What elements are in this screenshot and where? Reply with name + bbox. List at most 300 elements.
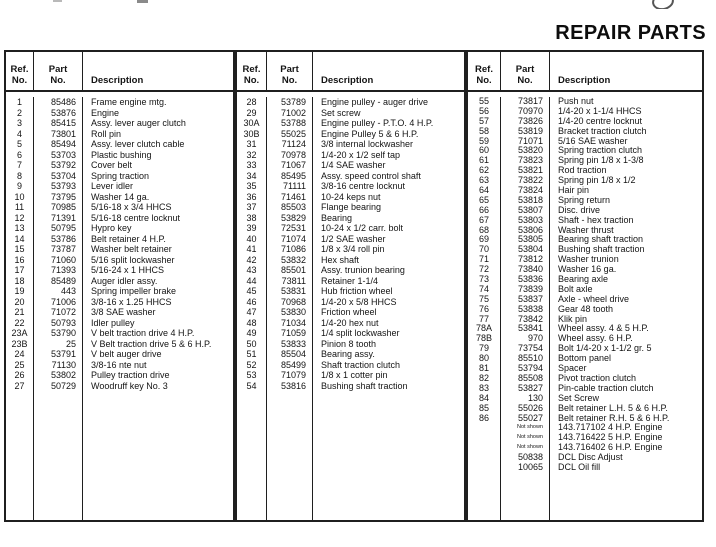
ref-no-cell: 20 bbox=[6, 297, 34, 308]
part-no-cell: 73811 bbox=[267, 276, 313, 287]
table-row bbox=[468, 196, 702, 206]
ref-no-cell: 36 bbox=[237, 192, 267, 203]
description-cell: Set screw bbox=[321, 107, 361, 118]
ref-header-line2: No. bbox=[243, 75, 260, 86]
ref-no-cell: 81 bbox=[468, 364, 501, 374]
ref-header-line1: Ref. bbox=[242, 64, 261, 75]
description-cell: V Belt traction drive 5 & 6 H.P. bbox=[91, 338, 212, 349]
ref-no-cell: 21 bbox=[6, 307, 34, 318]
description-cell: 5/16-18 x 3/4 HHCS bbox=[91, 202, 172, 212]
table-row bbox=[468, 463, 702, 473]
ref-no-cell: 58 bbox=[468, 127, 501, 137]
ref-no-cell: 65 bbox=[468, 196, 501, 206]
description-cell: Engine pulley - P.T.O. 4 H.P. bbox=[321, 118, 434, 128]
part-no-cell: 73795 bbox=[34, 192, 83, 203]
ref-no-cell: 18 bbox=[6, 276, 34, 287]
part-header-line2: No. bbox=[517, 75, 533, 86]
ref-no-cell: 7 bbox=[6, 160, 34, 171]
table-row bbox=[237, 339, 464, 350]
table-row bbox=[237, 381, 464, 392]
description-cell: 3/8-16 nte nut bbox=[91, 359, 147, 370]
description-cell: Engine bbox=[91, 107, 120, 118]
part-no-cell: 53820 bbox=[501, 146, 550, 156]
table-row bbox=[237, 276, 464, 287]
description-cell: Klik pin bbox=[558, 314, 588, 324]
part-no-cell: 53802 bbox=[34, 370, 83, 381]
description-cell: Spring pin 1/8 x 1/2 bbox=[558, 176, 636, 186]
ref-no-cell: 62 bbox=[468, 166, 501, 176]
part-no-cell: 85504 bbox=[267, 349, 313, 360]
ref-no-cell: 32 bbox=[237, 150, 267, 161]
table-row bbox=[6, 318, 233, 329]
part-no-cell: Not shown bbox=[501, 443, 550, 453]
table-row bbox=[237, 118, 464, 129]
ref-no-cell: 16 bbox=[6, 255, 34, 266]
part-no-cell: 55026 bbox=[501, 404, 550, 414]
table-row bbox=[6, 381, 233, 392]
ref-no-cell: 1 bbox=[6, 97, 34, 108]
part-no-header bbox=[34, 52, 83, 90]
table-row bbox=[6, 265, 233, 276]
scan-artifact bbox=[137, 0, 148, 3]
table-row bbox=[237, 202, 464, 213]
ref-no-cell: 25 bbox=[6, 360, 34, 371]
description-cell: Washer thrust bbox=[558, 225, 614, 235]
part-no-cell: 71072 bbox=[34, 307, 83, 318]
table-row bbox=[6, 192, 233, 203]
description-cell: Belt retainer 4 H.P. bbox=[91, 233, 166, 244]
empty-cell bbox=[267, 391, 313, 520]
table-row bbox=[237, 160, 464, 171]
ref-no-cell: 54 bbox=[237, 381, 267, 392]
description-cell: Shaft - hex traction bbox=[558, 215, 634, 225]
description-cell: Wheel assy. 6 H.P. bbox=[558, 334, 633, 344]
table-row bbox=[237, 139, 464, 150]
table-row bbox=[6, 129, 233, 140]
description-cell: Assy. lever auger clutch bbox=[91, 118, 186, 128]
ref-no-cell: 10 bbox=[6, 192, 34, 203]
description-cell: 5/16-18 centre locknut bbox=[91, 212, 181, 223]
part-no-cell: 53786 bbox=[34, 234, 83, 245]
description-cell: 3/8 internal lockwasher bbox=[321, 139, 414, 149]
table-row bbox=[6, 349, 233, 360]
part-no-cell: 53806 bbox=[501, 226, 550, 236]
ref-no-cell: 72 bbox=[468, 265, 501, 275]
ref-no-cell: 64 bbox=[468, 186, 501, 196]
ref-no-header bbox=[6, 52, 34, 90]
ref-no-cell: 30A bbox=[237, 118, 267, 129]
part-no-cell: 73839 bbox=[501, 285, 550, 295]
ref-no-cell: 78B bbox=[468, 334, 501, 344]
ref-no-cell: 55 bbox=[468, 97, 501, 107]
part-no-cell: 85503 bbox=[267, 202, 313, 213]
part-no-cell: 73754 bbox=[501, 344, 550, 354]
description-cell: 143.716422 5 H.P. Engine bbox=[558, 433, 663, 443]
table-row bbox=[237, 192, 464, 203]
table-row bbox=[6, 97, 233, 108]
description-header-label: Description bbox=[321, 75, 374, 86]
table-row bbox=[6, 244, 233, 255]
description-cell: Washer belt retainer bbox=[91, 244, 172, 254]
description-cell: Auger idler assy. bbox=[91, 275, 158, 286]
ref-no-cell: 24 bbox=[6, 349, 34, 360]
table-row bbox=[468, 226, 702, 236]
part-no-cell: 50795 bbox=[34, 223, 83, 234]
description-cell: Washer 14 ga. bbox=[91, 191, 150, 202]
ref-no-cell: 76 bbox=[468, 305, 501, 315]
table-row bbox=[468, 97, 702, 107]
table-row bbox=[6, 286, 233, 297]
ref-no-cell: 63 bbox=[468, 176, 501, 186]
description-cell: Pivot traction clutch bbox=[558, 373, 637, 383]
part-no-cell: 85415 bbox=[34, 118, 83, 129]
ref-no-cell: 69 bbox=[468, 235, 501, 245]
ref-no-header bbox=[237, 52, 267, 90]
parts-table-3 bbox=[466, 50, 704, 522]
part-no-cell: 53819 bbox=[501, 127, 550, 137]
table-row bbox=[468, 156, 702, 166]
ref-no-cell: 26 bbox=[6, 370, 34, 381]
table-row bbox=[6, 118, 233, 129]
ref-no-cell: 34 bbox=[237, 171, 267, 182]
table-row bbox=[468, 324, 702, 334]
part-no-cell: 53804 bbox=[501, 245, 550, 255]
table-row bbox=[468, 423, 702, 433]
ref-no-cell bbox=[468, 443, 501, 453]
table-row bbox=[468, 176, 702, 186]
ref-no-cell: 78A bbox=[468, 324, 501, 334]
empty-table-space bbox=[237, 391, 464, 520]
ref-no-cell: 14 bbox=[6, 234, 34, 245]
table-row bbox=[468, 443, 702, 453]
description-cell: Spacer bbox=[558, 364, 587, 374]
table-row bbox=[468, 305, 702, 315]
table-row bbox=[237, 297, 464, 308]
table-row bbox=[6, 202, 233, 213]
pen-scribble-icon bbox=[652, 0, 676, 9]
ref-no-cell: 67 bbox=[468, 216, 501, 226]
table-row bbox=[468, 334, 702, 344]
part-no-cell: 53790 bbox=[34, 328, 83, 339]
part-no-cell: 53838 bbox=[501, 305, 550, 315]
table-row bbox=[468, 255, 702, 265]
empty-cell bbox=[237, 391, 267, 520]
table-row bbox=[237, 234, 464, 245]
description-cell: Lever idler bbox=[91, 181, 134, 191]
ref-no-cell: 53 bbox=[237, 370, 267, 381]
description-cell: Washer trunion bbox=[558, 255, 619, 265]
description-cell: Bushing shaft traction bbox=[321, 380, 408, 391]
ref-no-cell: 47 bbox=[237, 307, 267, 318]
part-no-cell: 73840 bbox=[501, 265, 550, 275]
description-header bbox=[550, 52, 702, 90]
table-row bbox=[6, 339, 233, 350]
description-cell: Retainer 1-1/4 bbox=[321, 275, 379, 286]
part-no-cell: 73787 bbox=[34, 244, 83, 255]
description-cell: 3/8-16 x 1.25 HHCS bbox=[91, 296, 172, 307]
description-cell: Push nut bbox=[558, 97, 594, 106]
part-no-cell: 85510 bbox=[501, 354, 550, 364]
description-cell: Shaft traction clutch bbox=[321, 359, 401, 370]
description-cell: Rod traction bbox=[558, 166, 607, 176]
part-no-cell: 53788 bbox=[267, 118, 313, 129]
table-row bbox=[237, 328, 464, 339]
description-header bbox=[313, 52, 464, 90]
part-no-cell: 53836 bbox=[501, 275, 550, 285]
description-cell: 5/16-24 x 1 HHCS bbox=[91, 265, 165, 275]
table-row bbox=[468, 433, 702, 443]
part-no-cell: 55025 bbox=[267, 129, 313, 140]
description-cell: Belt retainer L.H. 5 & 6 H.P. bbox=[558, 403, 668, 413]
ref-no-cell: 86 bbox=[468, 414, 501, 424]
description-cell: Assy. speed control shaft bbox=[321, 170, 421, 181]
description-cell: Hypro key bbox=[91, 223, 132, 233]
description-cell: Woodruff key No. 3 bbox=[91, 380, 168, 391]
table-row bbox=[237, 213, 464, 224]
description-cell: Axle - wheel drive bbox=[558, 294, 630, 304]
table-row bbox=[237, 318, 464, 329]
page-title: REPAIR PARTS bbox=[555, 22, 706, 45]
description-cell: 5/16 split lockwasher bbox=[91, 254, 175, 265]
part-no-cell: 72531 bbox=[267, 223, 313, 234]
table-row bbox=[468, 315, 702, 325]
part-no-cell: 73826 bbox=[501, 117, 550, 127]
empty-cell bbox=[83, 391, 233, 520]
table-row bbox=[237, 108, 464, 119]
ref-no-cell: 19 bbox=[6, 286, 34, 297]
description-cell: Hex shaft bbox=[321, 254, 360, 265]
part-no-cell: 85508 bbox=[501, 374, 550, 384]
part-no-cell: 71461 bbox=[267, 192, 313, 203]
part-no-cell: 50793 bbox=[34, 318, 83, 329]
table-row bbox=[468, 107, 702, 117]
description-cell: 1/4-20 x 1-1/4 HHCS bbox=[558, 106, 642, 116]
description-cell: 1/4 SAE washer bbox=[321, 160, 386, 170]
part-no-cell: 71002 bbox=[267, 108, 313, 119]
ref-no-cell: 60 bbox=[468, 146, 501, 156]
empty-table-space bbox=[6, 391, 233, 520]
part-no-cell: 71391 bbox=[34, 213, 83, 224]
table-row bbox=[237, 171, 464, 182]
description-cell: Spring traction bbox=[91, 170, 150, 181]
part-no-cell: 53789 bbox=[267, 97, 313, 108]
table-row bbox=[237, 181, 464, 192]
part-no-cell: 71060 bbox=[34, 255, 83, 266]
table-row bbox=[6, 223, 233, 234]
description-cell: Pin-cable traction clutch bbox=[558, 383, 654, 393]
description-cell: Pinion 8 tooth bbox=[321, 338, 377, 349]
ref-no-cell bbox=[468, 453, 501, 463]
part-no-cell: 85499 bbox=[267, 360, 313, 371]
table-row bbox=[468, 384, 702, 394]
table-body bbox=[6, 92, 233, 520]
table-row bbox=[6, 276, 233, 287]
part-no-cell: Not shown bbox=[501, 423, 550, 433]
description-cell: Pulley traction drive bbox=[91, 370, 170, 380]
ref-no-cell: 50 bbox=[237, 339, 267, 350]
part-no-cell: 73822 bbox=[501, 176, 550, 186]
table-row bbox=[6, 328, 233, 339]
table-row bbox=[468, 245, 702, 255]
description-cell: Bearing axle bbox=[558, 275, 609, 285]
part-no-cell: 53703 bbox=[34, 150, 83, 161]
table-row bbox=[468, 285, 702, 295]
description-cell: Bottom panel bbox=[558, 354, 612, 364]
description-cell: Friction wheel bbox=[321, 307, 377, 317]
part-no-cell: 71393 bbox=[34, 265, 83, 276]
part-no-cell: 970 bbox=[501, 334, 550, 344]
part-no-cell: 53793 bbox=[34, 181, 83, 192]
ref-no-cell: 27 bbox=[6, 381, 34, 392]
description-cell: 1/4-20 x 5/8 HHCS bbox=[321, 296, 397, 307]
part-no-cell: 71130 bbox=[34, 360, 83, 371]
description-cell: DCL Oil fill bbox=[558, 462, 601, 472]
ref-no-cell: 68 bbox=[468, 226, 501, 236]
description-cell: 5/16 SAE washer bbox=[558, 136, 628, 146]
table-row bbox=[237, 360, 464, 371]
ref-no-cell bbox=[468, 423, 501, 433]
table-row bbox=[468, 394, 702, 404]
ref-no-header bbox=[468, 52, 501, 90]
description-cell: 3/8 SAE washer bbox=[91, 307, 156, 317]
ref-no-cell: 33 bbox=[237, 160, 267, 171]
description-cell: 143.716402 6 H.P. Engine bbox=[558, 443, 663, 453]
empty-cell bbox=[501, 473, 550, 520]
part-no-cell: 71074 bbox=[267, 234, 313, 245]
table-row bbox=[237, 265, 464, 276]
part-no-cell: 71111 bbox=[267, 181, 313, 192]
table-row bbox=[237, 286, 464, 297]
part-no-cell: 53832 bbox=[267, 255, 313, 266]
empty-cell bbox=[313, 391, 464, 520]
ref-no-cell: 77 bbox=[468, 315, 501, 325]
description-cell: 143.717102 4 H.P. Engine bbox=[558, 423, 663, 433]
ref-no-cell: 39 bbox=[237, 223, 267, 234]
table-row bbox=[6, 307, 233, 318]
ref-no-cell: 23B bbox=[6, 339, 34, 350]
table-row bbox=[237, 307, 464, 318]
ref-no-cell: 43 bbox=[237, 265, 267, 276]
ref-no-cell: 74 bbox=[468, 285, 501, 295]
description-cell: Assy. trunion bearing bbox=[321, 265, 405, 275]
table-row bbox=[468, 265, 702, 275]
part-header-line2: No. bbox=[50, 75, 66, 86]
description-cell: 10-24 x 1/2 carr. bolt bbox=[321, 223, 404, 233]
part-no-cell: 70978 bbox=[267, 150, 313, 161]
table-body bbox=[468, 92, 702, 520]
ref-no-cell: 45 bbox=[237, 286, 267, 297]
ref-no-cell: 31 bbox=[237, 139, 267, 150]
part-header-line2: No. bbox=[281, 75, 298, 86]
ref-no-cell: 4 bbox=[6, 129, 34, 140]
ref-no-cell: 51 bbox=[237, 349, 267, 360]
ref-no-cell: 15 bbox=[6, 244, 34, 255]
description-cell: Gear 48 tooth bbox=[558, 304, 614, 314]
ref-no-cell: 79 bbox=[468, 344, 501, 354]
part-no-cell: 53792 bbox=[34, 160, 83, 171]
description-cell: Spring return bbox=[558, 195, 611, 205]
table-row bbox=[6, 150, 233, 161]
ref-no-cell: 80 bbox=[468, 354, 501, 364]
ref-no-cell: 41 bbox=[237, 244, 267, 255]
part-no-cell: 53805 bbox=[501, 235, 550, 245]
ref-no-cell: 70 bbox=[468, 245, 501, 255]
table-row bbox=[468, 235, 702, 245]
table-row bbox=[468, 166, 702, 176]
part-no-cell: 71079 bbox=[267, 370, 313, 381]
part-no-cell: 53841 bbox=[501, 324, 550, 334]
table-row bbox=[237, 129, 464, 140]
part-no-cell: 53831 bbox=[267, 286, 313, 297]
table-row bbox=[468, 344, 702, 354]
ref-no-cell: 28 bbox=[237, 97, 267, 108]
description-cell: 3/8-16 centre locknut bbox=[321, 181, 406, 191]
ref-no-cell: 29 bbox=[237, 108, 267, 119]
description-cell: Bearing bbox=[321, 212, 353, 223]
table-row bbox=[468, 186, 702, 196]
part-no-cell: 10065 bbox=[501, 463, 550, 473]
description-cell: Bolt 1/4-20 x 1-1/2 gr. 5 bbox=[558, 344, 652, 354]
table-row bbox=[237, 223, 464, 234]
description-cell: Plastic bushing bbox=[91, 149, 152, 160]
ref-header-line1: Ref. bbox=[475, 64, 493, 75]
description-cell: Assy. lever clutch cable bbox=[91, 139, 185, 149]
part-no-cell: 53818 bbox=[501, 196, 550, 206]
ref-no-cell: 49 bbox=[237, 328, 267, 339]
ref-no-cell: 11 bbox=[6, 202, 34, 213]
description-cell: Idler pulley bbox=[91, 317, 135, 328]
part-no-cell: 73842 bbox=[501, 315, 550, 325]
ref-header-line1: Ref. bbox=[10, 64, 29, 75]
description-header-label: Description bbox=[558, 75, 611, 86]
ref-no-cell: 75 bbox=[468, 295, 501, 305]
ref-no-cell: 9 bbox=[6, 181, 34, 192]
table-row bbox=[6, 360, 233, 371]
part-no-cell: 53807 bbox=[501, 206, 550, 216]
part-no-header bbox=[501, 52, 550, 90]
description-cell: 1/4-20 centre locknut bbox=[558, 116, 643, 126]
part-no-cell: 85486 bbox=[34, 97, 83, 108]
description-cell: 1/4 split lockwasher bbox=[321, 328, 400, 338]
ref-no-cell: 23A bbox=[6, 328, 34, 339]
ref-no-cell: 6 bbox=[6, 150, 34, 161]
ref-no-cell: 35 bbox=[237, 181, 267, 192]
table-row bbox=[468, 146, 702, 156]
table-header bbox=[468, 52, 702, 92]
part-no-cell: 73801 bbox=[34, 129, 83, 140]
ref-no-cell: 40 bbox=[237, 234, 267, 245]
ref-no-cell: 44 bbox=[237, 276, 267, 287]
ref-no-cell: 8 bbox=[6, 171, 34, 182]
table-header bbox=[237, 52, 464, 92]
ref-no-cell: 59 bbox=[468, 137, 501, 147]
part-no-cell: 70985 bbox=[34, 202, 83, 213]
table-row bbox=[6, 234, 233, 245]
empty-cell bbox=[34, 391, 83, 520]
table-row bbox=[468, 216, 702, 226]
description-cell: 1/8 x 3/4 roll pin bbox=[321, 244, 385, 254]
part-no-cell: 53829 bbox=[267, 213, 313, 224]
description-cell: Engine pulley - auger drive bbox=[321, 97, 429, 107]
table-row bbox=[237, 349, 464, 360]
ref-no-cell: 17 bbox=[6, 265, 34, 276]
description-cell: Bolt axle bbox=[558, 284, 593, 294]
table-row bbox=[468, 453, 702, 463]
ref-no-cell bbox=[468, 463, 501, 473]
part-no-cell: 130 bbox=[501, 394, 550, 404]
table-row bbox=[468, 374, 702, 384]
description-header-label: Description bbox=[91, 75, 144, 86]
